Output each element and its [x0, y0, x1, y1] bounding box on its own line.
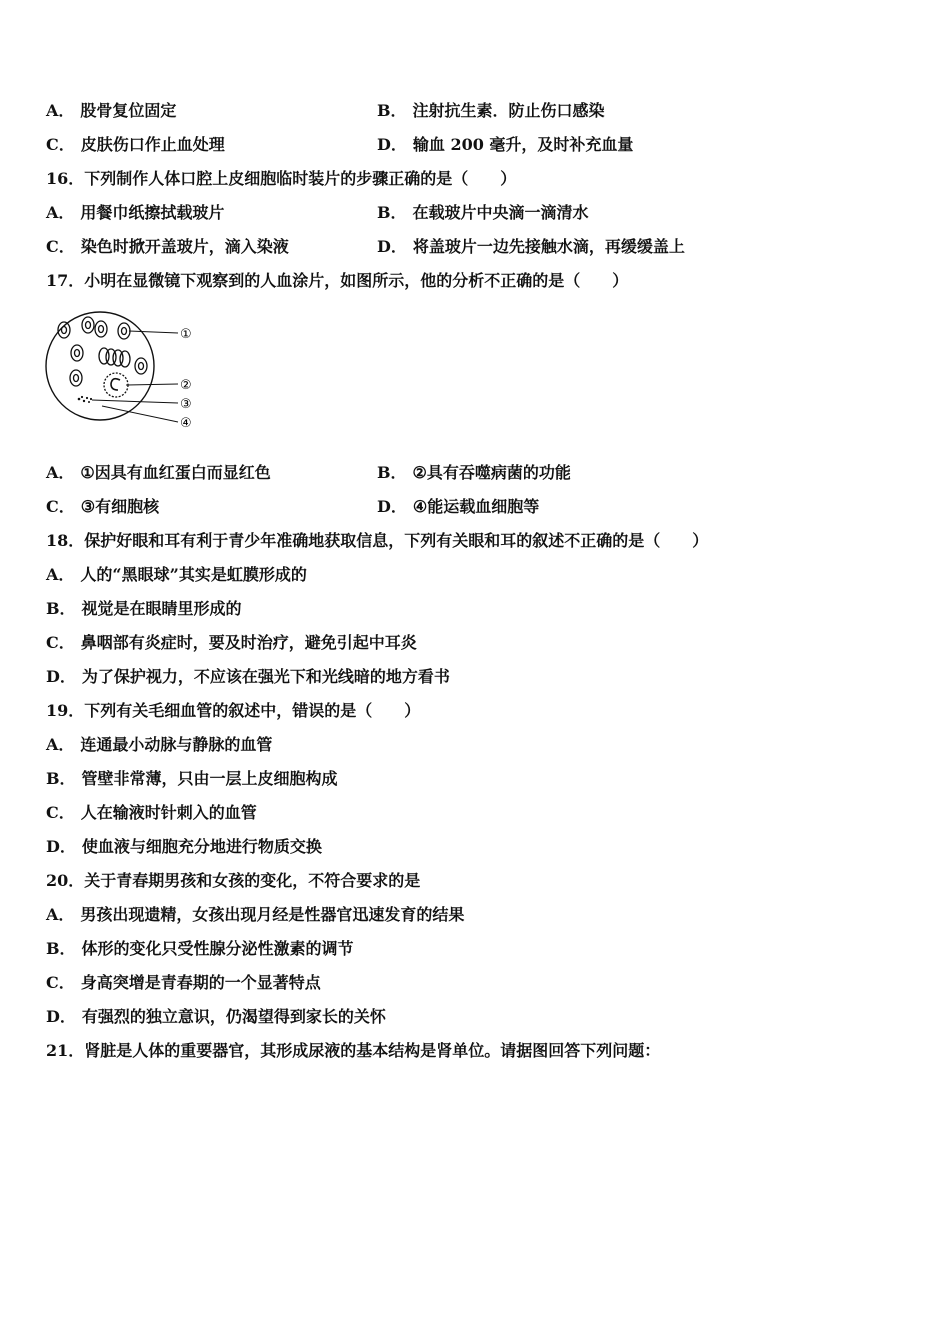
q19-option-a: A． 连通最小动脉与静脉的血管 [46, 735, 273, 754]
q19-option-b: B． 管壁非常薄，只由一层上皮细胞构成 [46, 769, 338, 788]
red-blood-cell-stack [120, 351, 130, 367]
red-blood-cell-center [62, 327, 67, 334]
q16-option-d: D． 将盖玻片一边先接触水滴，再缓缓盖上 [377, 237, 685, 256]
q17-option-d: D． ④能运载血细胞等 [377, 497, 540, 516]
q20-option-d: D． 有强烈的独立意识，仍渴望得到家长的关怀 [46, 1007, 386, 1026]
q18-option-c: C． 鼻咽部有炎症时，要及时治疗，避免引起中耳炎 [46, 633, 417, 652]
blood-smear-figure [44, 302, 214, 438]
q18-option-d: D． 为了保护视力，不应该在强光下和光线暗的地方看书 [46, 667, 450, 686]
q16-option-a: A． 用餐巾纸擦拭载玻片 [46, 203, 225, 222]
q18-stem: 18．保护好眼和耳有利于青少年准确地获取信息，下列有关眼和耳的叙述不正确的是（ ） [46, 531, 709, 550]
q16-option-b: B． 在载玻片中央滴一滴清水 [377, 203, 589, 222]
q18-option-a: A． 人的“黑眼球”其实是虹膜形成的 [46, 565, 307, 584]
q21-stem: 21．肾脏是人体的重要器官，其形成尿液的基本结构是肾单位。请据图回答下列问题： [46, 1041, 661, 1060]
red-blood-cells [58, 317, 147, 386]
q17-option-b: B． ②具有吞噬病菌的功能 [377, 463, 571, 482]
q15-option-c: C． 皮肤伤口作止血处理 [46, 135, 225, 154]
q15-option-b: B． 注射抗生素．防止伤口感染 [377, 101, 605, 120]
red-blood-cell-center [122, 328, 127, 335]
q20-stem: 20．关于青春期男孩和女孩的变化，不符合要求的是 [46, 871, 421, 890]
label-1: ① [180, 327, 192, 342]
q19-option-c: C． 人在输液时针刺入的血管 [46, 803, 257, 822]
red-blood-cell-center [75, 350, 80, 357]
q15-option-a: A． 股骨复位固定 [46, 101, 177, 120]
q20-option-c: C． 身高突增是青春期的一个显著特点 [46, 973, 321, 992]
q16-option-c: C． 染色时掀开盖玻片，滴入染液 [46, 237, 289, 256]
q20-option-a: A． 男孩出现遗精，女孩出现月经是性器官迅速发育的结果 [46, 905, 465, 924]
q20-option-b: B． 体形的变化只受性腺分泌性激素的调节 [46, 939, 354, 958]
white-blood-cell-nucleus [111, 379, 120, 390]
label-4: ④ [180, 416, 192, 431]
white-blood-cell [104, 373, 128, 397]
blood-smear-diagram [44, 302, 214, 438]
q19-option-d: D． 使血液与细胞充分地进行物质交换 [46, 837, 322, 856]
q16-stem: 16．下列制作人体口腔上皮细胞临时装片的步骤正确的是（ ） [46, 169, 517, 188]
q18-option-b: B． 视觉是在眼睛里形成的 [46, 599, 242, 618]
red-blood-cell-center [74, 375, 79, 382]
red-blood-cell-center [99, 326, 104, 333]
red-blood-cell [118, 323, 130, 339]
red-blood-cell [70, 370, 82, 386]
label-3: ③ [180, 397, 192, 412]
red-blood-cell [82, 317, 94, 333]
q17-option-c: C． ③有细胞核 [46, 497, 160, 516]
q17-option-a: A． ①因具有血红蛋白而显红色 [46, 463, 271, 482]
red-blood-cell [95, 321, 107, 337]
q15-option-d: D． 输血 200 毫升，及时补充血量 [377, 135, 634, 154]
red-blood-cell-center [139, 363, 144, 370]
label-2: ② [180, 378, 192, 393]
q19-stem: 19．下列有关毛细血管的叙述中，错误的是（ ） [46, 701, 421, 720]
platelets [78, 396, 92, 403]
red-blood-cell-center [86, 322, 91, 329]
red-blood-cell [135, 358, 147, 374]
q17-stem: 17．小明在显微镜下观察到的人血涂片，如图所示，他的分析不正确的是（ ） [46, 271, 629, 290]
leader-lines [92, 331, 178, 422]
red-blood-cell [71, 345, 83, 361]
